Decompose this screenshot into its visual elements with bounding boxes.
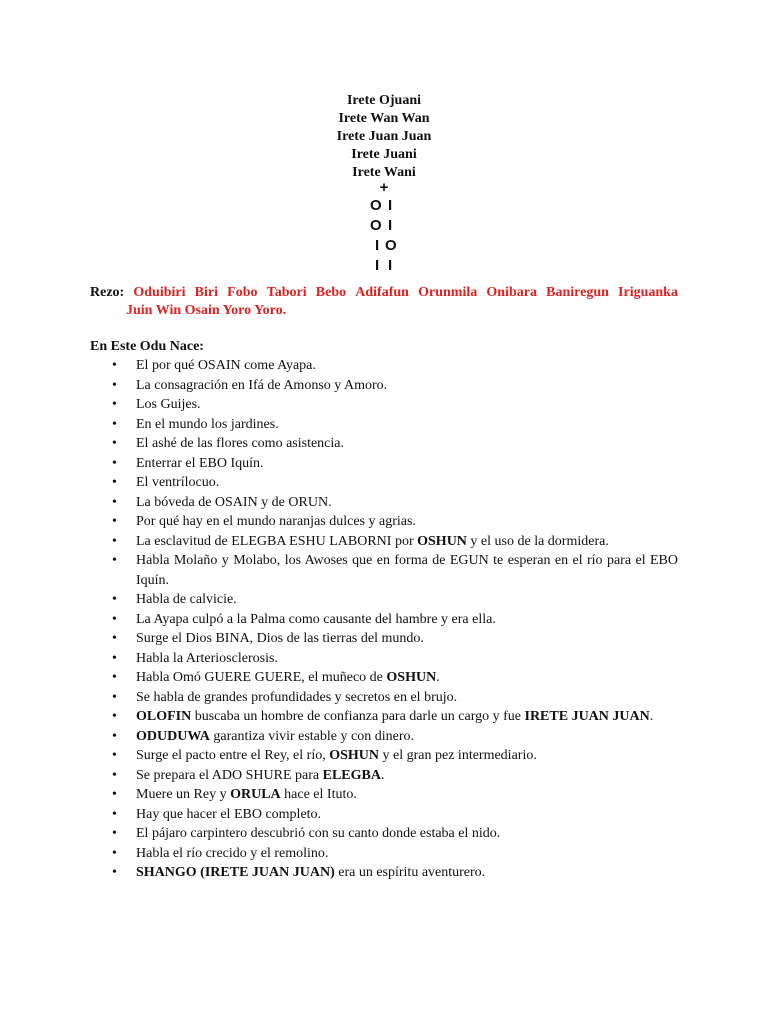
list-item (90, 493, 678, 513)
list-item (90, 727, 678, 747)
section-title: En Este Odu Nace: (90, 339, 204, 354)
list-item (90, 356, 678, 376)
list-item (90, 668, 678, 688)
list-item (90, 395, 678, 415)
item-text: Habla de calvicie. (136, 592, 237, 607)
odu-name: Irete Juan Juan (336, 129, 432, 144)
item-text: buscaba un hombre de confianza para darle un cargo y fue (191, 709, 525, 724)
odu-name: Irete Wan Wan (338, 111, 430, 126)
rezo-word: Iriguanka (618, 285, 678, 300)
list-item (90, 688, 678, 708)
item-text: Se habla de grandes profundidades y secretos en el brujo. (136, 689, 458, 705)
item-text: era un espíritu aventurero. (334, 865, 486, 880)
odu-name: Irete Ojuani (346, 93, 421, 108)
rezo-word: Biri (194, 285, 218, 300)
sign-mark: I (375, 237, 380, 254)
item-text: Los Guijes. (136, 397, 201, 412)
rezo-word: Fobo (227, 285, 258, 300)
sign-mark: I (375, 257, 380, 274)
sign-row (368, 256, 408, 276)
list-item (90, 551, 678, 590)
rezo-line (90, 284, 678, 302)
item-text: . (649, 709, 654, 724)
item-text: El por qué OSAIN come Ayapa. (136, 358, 316, 373)
sign-mark: O (370, 197, 382, 214)
item-text: El ventrílocuo. (136, 475, 220, 490)
list-item (90, 473, 678, 493)
list-item (90, 649, 678, 669)
list-item (90, 454, 678, 474)
rezo-block (90, 284, 678, 320)
item-text: y el gran pez intermediario. (379, 748, 537, 763)
list-item (90, 415, 678, 435)
odu-sign (368, 180, 408, 276)
item-text: Se prepara el ADO SHURE para (136, 767, 323, 783)
list-item (90, 766, 678, 786)
plus-mark: + (379, 179, 389, 196)
item-text: Surge el Dios BINA, Dios de las tierras del mundo. (136, 631, 424, 646)
item-text: garantiza vivir estable y con dinero. (209, 728, 414, 744)
rezo-word: Tabori (266, 285, 307, 300)
rezo-word: Baniregun (546, 285, 609, 300)
rezo-word: Bebo (315, 285, 347, 300)
list-item (90, 512, 678, 532)
item-text: Surge el pacto entre el Rey, el río, (136, 748, 330, 763)
item-text: Enterrar el EBO Iquín. (136, 455, 264, 471)
sign-row (368, 216, 408, 236)
item-text: El pájaro carpintero descubrió con su canto donde estaba el nido. (136, 826, 501, 841)
list-item (90, 532, 678, 552)
odu-name: Irete Juani (351, 147, 417, 162)
bold-text: IRETE JUAN JUAN (524, 709, 650, 724)
sign-mark: O (385, 237, 397, 254)
sign-mark: I (388, 217, 393, 234)
list-item (90, 610, 678, 630)
sign-mark: O (370, 217, 382, 234)
bold-text: OLOFIN (136, 709, 192, 724)
item-text: El ashé de las flores como asistencia. (136, 436, 344, 451)
rezo-line: Juin Win Osain Yoro Yoro. (126, 303, 287, 318)
list-item (90, 805, 678, 825)
item-text: Habla Omó GUERE GUERE, el muñeco de (136, 670, 387, 685)
sign-row (368, 236, 408, 256)
item-text: En el mundo los jardines. (136, 416, 279, 432)
item-text: La consagración en Ifá de Amonso y Amoro. (136, 377, 388, 393)
item-text: y el uso de la dormidera. (466, 533, 609, 549)
list-item (90, 824, 678, 844)
list-item (90, 590, 678, 610)
bold-text: SHANGO (IRETE JUAN JUAN) (136, 865, 335, 880)
list-item (90, 629, 678, 649)
item-text: La esclavitud de ELEGBA ESHU LABORNI por (136, 533, 418, 549)
rezo-word: Adifafun (355, 285, 409, 300)
item-text: Habla Molaño y Molabo, los Awoses que en forma de EGUN te esperan en el río para el EBO Iquín. (136, 553, 678, 588)
list-item (90, 844, 678, 864)
bold-text: OSHUN (386, 670, 437, 685)
item-text: . (380, 767, 385, 783)
bold-text: ODUDUWA (136, 728, 210, 744)
item-text: hace el Ituto. (280, 787, 357, 802)
list-item (90, 785, 678, 805)
rezo-word: Onibara (486, 285, 537, 300)
odu-names-block (0, 92, 768, 182)
item-text: Habla la Arteriosclerosis. (136, 650, 278, 666)
sign-row (368, 196, 408, 216)
list-item (90, 707, 678, 727)
bold-text: OSHUN (329, 748, 380, 763)
item-text: . (436, 670, 440, 685)
sign-mark: I (388, 257, 393, 274)
rezo-word: Oduibiri (133, 285, 186, 300)
sign-mark: I (388, 197, 393, 214)
list-item (90, 434, 678, 454)
birth-list (90, 356, 678, 883)
item-text: Hay que hacer el EBO completo. (136, 806, 322, 822)
rezo-word: Orunmila (418, 285, 478, 300)
list-item (90, 376, 678, 396)
item-text: La bóveda de OSAIN y de ORUN. (136, 494, 332, 510)
odu-name: Irete Wani (352, 165, 416, 180)
bold-text: ORULA (230, 787, 281, 802)
item-text: Por qué hay en el mundo naranjas dulces y agrias. (136, 514, 416, 529)
bold-text: OSHUN (417, 533, 467, 549)
list-item (90, 746, 678, 766)
rezo-label: Rezo: (90, 285, 125, 300)
item-text: La Ayapa culpó a la Palma como causante del hambre y era ella. (136, 611, 496, 627)
bold-text: ELEGBA (322, 767, 381, 783)
item-text: Habla el río crecido y el remolino. (136, 845, 329, 861)
list-item (90, 863, 678, 883)
item-text: Muere un Rey y (136, 787, 231, 802)
